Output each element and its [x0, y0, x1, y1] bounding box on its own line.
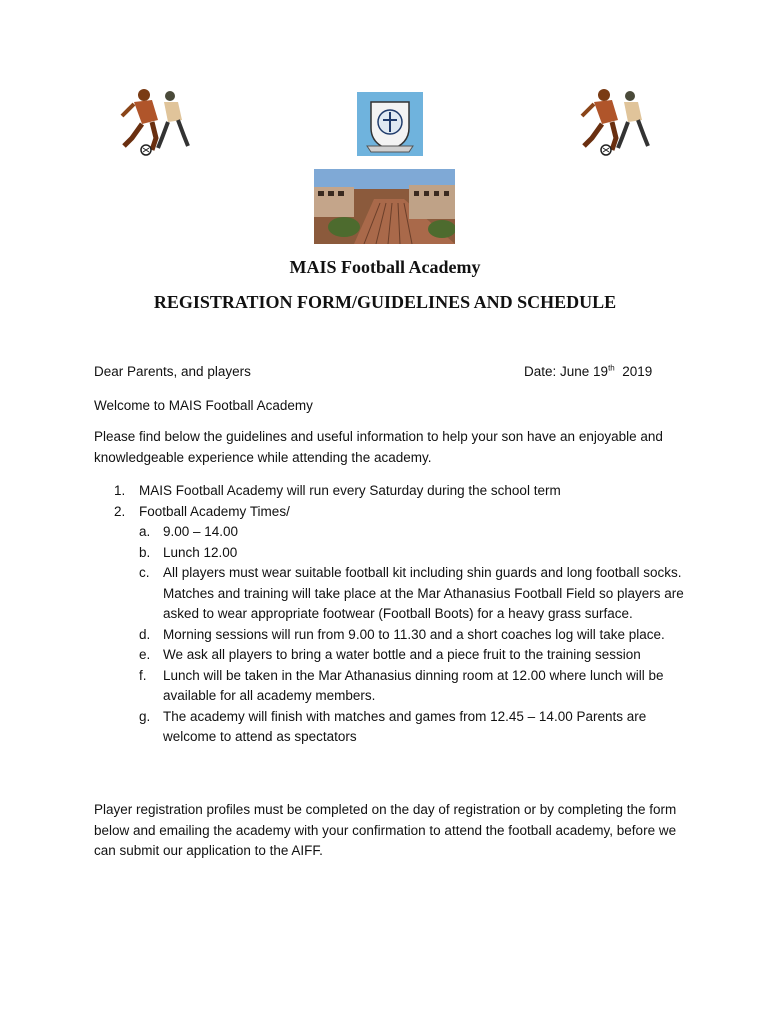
- list-item: [94, 481, 684, 502]
- sublist-item-text: 9.00 – 14.00: [163, 524, 239, 539]
- sublist-item: [139, 645, 684, 666]
- letter-date: [524, 362, 652, 383]
- sublist-marker: a.: [139, 524, 151, 539]
- sublist-item: [139, 563, 684, 625]
- greeting: Dear Parents, and players: [94, 364, 251, 379]
- sublist-item: [139, 522, 684, 543]
- welcome-line: Welcome to MAIS Football Academy: [94, 398, 313, 413]
- list-item: [94, 502, 684, 748]
- list-marker: 1.: [114, 483, 126, 498]
- academy-title: MAIS Football Academy: [289, 257, 481, 277]
- list-item-text: MAIS Football Academy will run every Saturday during the school term: [139, 483, 561, 498]
- sublist-marker: f.: [139, 667, 147, 683]
- sublist-item-text: All players must wear suitable football kit including shin guards and long football socks. Matches and training will take place at the Mar Athanasius Football Field so players are asked to wear appropriate footwear (Football Boots) for a heavy grass surface.: [163, 565, 684, 621]
- form-title: REGISTRATION FORM/GUIDELINES AND SCHEDULE: [153, 292, 617, 312]
- school-crest-logo: [357, 92, 423, 156]
- times-sublist: [139, 522, 684, 748]
- sublist-item: [139, 666, 684, 707]
- football-players-illustration-left: [112, 86, 194, 156]
- sublist-item-text: Lunch will be taken in the Mar Athanasius dinning room at 12.00 where lunch will be available for all academy members.: [163, 667, 664, 703]
- list-item-text: Football Academy Times/: [139, 503, 290, 519]
- football-players-illustration-right: [572, 86, 654, 156]
- intro-paragraph: Please find below the guidelines and useful information to help your son have an enjoyable and knowledgeable experience while attending the academy.: [94, 429, 663, 465]
- date-prefix: Date: June 19: [524, 364, 609, 379]
- closing-paragraph: Player registration profiles must be completed on the day of registration or by completing the form below and emailing the academy with your confirmation to attend the football academy, before we can submit our application to the AIFF.: [94, 802, 677, 858]
- sublist-marker: g.: [139, 708, 151, 724]
- list-marker: 2.: [114, 503, 126, 519]
- sublist-item: [139, 543, 684, 564]
- guidelines-list: [94, 481, 684, 748]
- sublist-item-text: We ask all players to bring a water bottle and a piece fruit to the training session: [163, 647, 641, 662]
- sublist-item-text: Morning sessions will run from 9.00 to 11.30 and a short coaches log will take place.: [163, 626, 665, 642]
- sublist-item: [139, 707, 684, 748]
- date-suffix: th: [608, 363, 615, 373]
- sublist-marker: b.: [139, 544, 151, 560]
- sublist-item-text: Lunch 12.00: [163, 544, 238, 560]
- sublist-marker: c.: [139, 565, 150, 580]
- sublist-marker: e.: [139, 647, 151, 662]
- sublist-item: [139, 625, 684, 646]
- sublist-marker: d.: [139, 626, 151, 642]
- campus-building-photo: [314, 169, 455, 244]
- date-year: 2019: [622, 364, 653, 379]
- sublist-item-text: The academy will finish with matches and games from 12.45 – 14.00 Parents are welcome to attend as spectators: [163, 708, 647, 744]
